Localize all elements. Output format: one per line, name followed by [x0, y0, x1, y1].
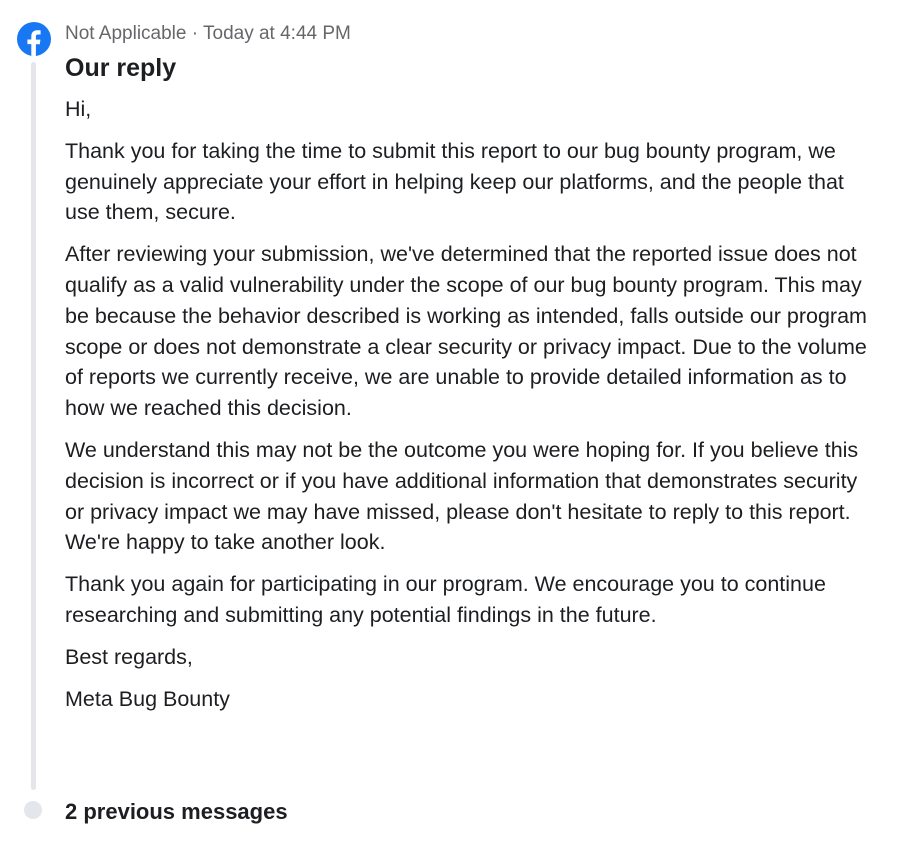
message-paragraph: Thank you again for participating in our program. We encourage you to continue researching and submitting any potential findings in the future. — [65, 572, 826, 627]
meta-separator: · — [186, 23, 204, 44]
message-paragraph: After reviewing your submission, we've determined that the reported issue does not qualify as a valid vulnerability under the scope of our bug bounty program. This may be because the behavior described is working as intended, falls outside our program scope or does not demonstrate a clear security or privacy impact. Due to the volume of reports we currently receive, we are unable to provide detailed information as to how we reached this decision. — [65, 242, 867, 421]
signature: Meta Bug Bounty — [65, 686, 230, 711]
status-label: Not Applicable — [65, 23, 187, 44]
closing: Best regards, — [65, 644, 193, 669]
timeline-line — [31, 62, 36, 790]
message-body — [65, 94, 875, 725]
message-paragraph: We understand this may not be the outcome you were hoping for. If you believe this decision is incorrect or if you have additional information that demonstrates security or privacy impact we may have missed, please don't hesitate to reply to this report. We're happy to take another look. — [65, 437, 859, 555]
timeline-dot-icon — [24, 801, 42, 819]
message-meta — [65, 22, 351, 46]
previous-messages-link[interactable]: 2 previous messages — [65, 799, 288, 824]
message-paragraph: Thank you for taking the time to submit this report to our bug bounty program, we genuinely appreciate your effort in helping keep our platforms, and the people that use them, secure. — [65, 138, 844, 225]
facebook-logo-icon — [17, 22, 51, 56]
greeting: Hi, — [65, 97, 92, 121]
reply-title: Our reply — [65, 54, 177, 82]
timestamp: Today at 4:44 PM — [203, 23, 351, 44]
